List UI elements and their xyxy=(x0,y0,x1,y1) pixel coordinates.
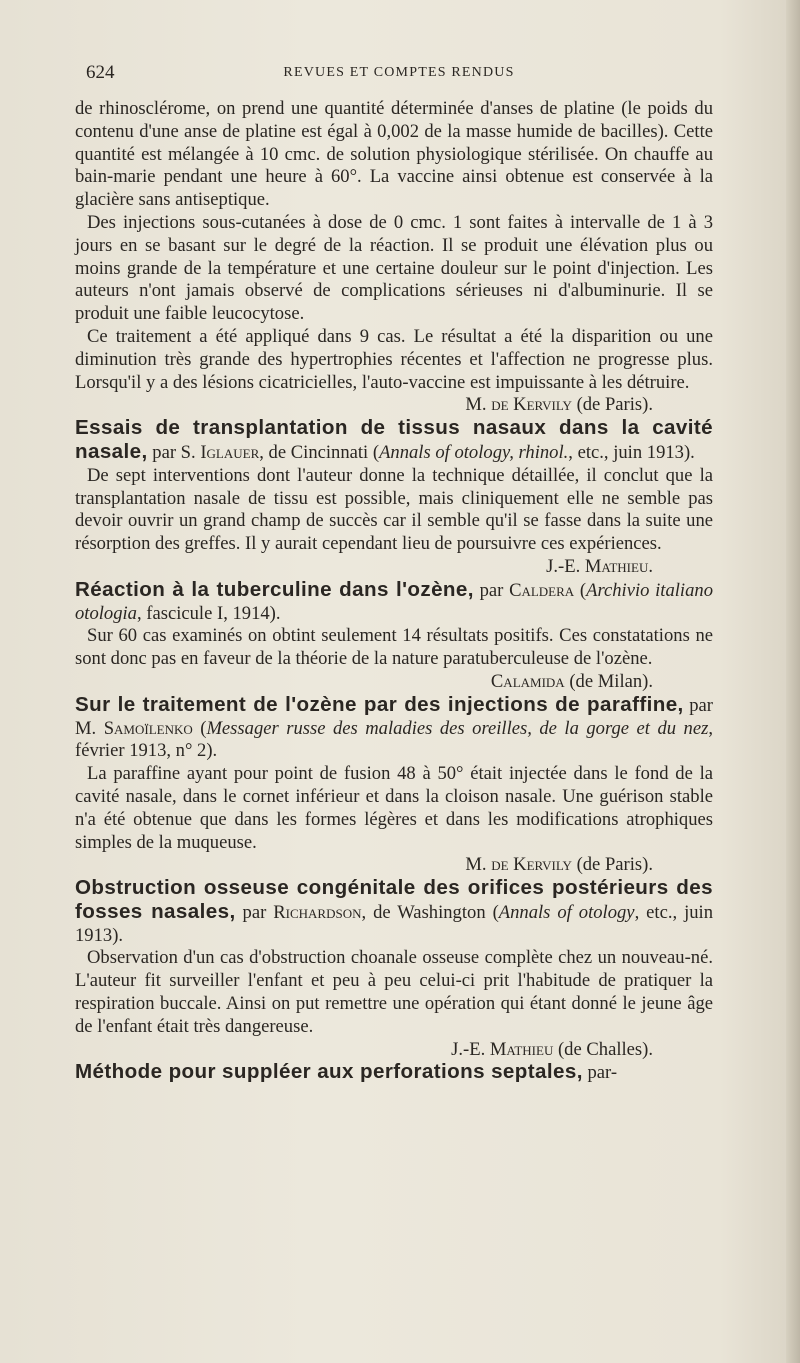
author: Iglauer xyxy=(200,441,260,463)
page-edge xyxy=(786,0,800,1363)
journal: Messager russe des maladies des oreilles, de la gorge et du nez xyxy=(206,717,709,739)
article-heading: Sur le traitement de l'ozène par des injections de paraffine, par M. Samoïlenko (Messager russe des maladies des oreilles, de la gorge et du nez, février 1913, n° 2). xyxy=(75,692,714,762)
author: Caldera xyxy=(509,579,575,601)
signature: J.-E. Mathieu (de Challes). xyxy=(451,1038,653,1060)
signature: M. de Kervily (de Paris). xyxy=(465,854,653,876)
article-heading: Méthode pour suppléer aux perforations septales, par- xyxy=(75,1060,618,1084)
article-title: Sur le traitement de l'ozène par des injections de paraffine, xyxy=(75,692,684,716)
journal: Annals of otology xyxy=(498,901,635,923)
running-title: REVUES ET COMPTES RENDUS xyxy=(283,65,515,80)
running-header xyxy=(86,62,712,86)
article-heading: Réaction à la tuberculine dans l'ozène, par Caldera (Archivio italiano otologia, fascicule I, 1914). xyxy=(75,577,713,624)
paragraph: Ce traitement a été appliqué dans 9 cas. Le résultat a été la disparition ou une diminution très grande des hypertrophies récentes et l'affection ne progresse plus. Lorsqu'il y a des lésions cicatricielles, l'auto-vaccine est impuissante à les détruire. xyxy=(75,325,713,393)
paragraph: Des injections sous-cutanées à dose de 0 cmc. 1 sont faites à intervalle de 1 à 3 jours en se basant sur le degré de la réaction. Il se produit une élévation plus ou moins grande de la température et une certaine douleur sur le point d'injection. Les auteurs n'ont jamais observé de complications sérieuses ni d'albuminurie. Il se produit une faible leucocytose. xyxy=(75,211,713,325)
journal: Annals of otology, rhinol. xyxy=(379,441,569,463)
page-body xyxy=(75,98,713,1085)
article-heading: Obstruction osseuse congénitale des orifices postérieurs des fosses nasales, par Richardson, de Washington (Annals of otology, etc., juin 1913). xyxy=(75,876,714,946)
article-title: Obstruction osseuse congénitale des orifices postérieurs des fosses nasales, xyxy=(75,876,713,923)
signature: M. de Kervily (de Paris). xyxy=(465,394,653,416)
article-title: Réaction à la tuberculine dans l'ozène, xyxy=(75,577,474,601)
author: Samoïlenko xyxy=(103,717,193,739)
paragraph: de rhinosclérome, on prend une quantité déterminée d'anses de platine (le poids du contenu d'une anse de platine est égal à 0,002 de la masse humide de bacilles). Cette quantité est mélangée à 10 cmc. de solution physiologique stérilisée. On chauffe au bain-marie pendant une heure à 60°. La vaccine ainsi obtenue est conservée à la glacière sans antiseptique. xyxy=(75,98,713,211)
paragraph: De sept interventions dont l'auteur donne la technique détaillée, il conclut que la transplantation nasale de tissu est possible, mais cliniquement elle ne semble pas devoir ouvrir un grand champ de succès car il semble qu'il se fasse dans la suite une résorption des greffes. Il y aurait cependant lieu de poursuivre ces expériences. xyxy=(75,464,713,555)
paragraph: La paraffine ayant pour point de fusion 48 à 50° était injectée dans le fond de la cavité nasale, dans le cornet inférieur et dans la cloison nasale. Une guérison stable n'a été obtenue que dans les formes légères et dans les modifications atrophiques simples de la muqueuse. xyxy=(75,763,713,853)
page-number: 624 xyxy=(86,62,115,83)
article-heading: Essais de transplantation de tissus nasaux dans la cavité nasale, par S. Iglauer, de Cincinnati (Annals of otology, rhinol., etc., juin 1913). xyxy=(75,416,713,463)
article-title: Essais de transplantation de tissus nasaux dans la cavité nasale, xyxy=(75,416,713,463)
journal: Archivio italiano otologia xyxy=(75,579,713,624)
author: Richardson xyxy=(273,901,362,923)
paragraph: Observation d'un cas d'obstruction choanale osseuse complète chez un nouveau-né. L'auteur fit surveiller l'enfant et peu à peu celui-ci prit l'habitude de pratiquer la respiration buccale. Ainsi on put remettre une opération qui étant donné le jeune âge de l'enfant était très dangereuse. xyxy=(75,947,713,1037)
article-title: Méthode pour suppléer aux perforations septales, xyxy=(75,1060,583,1084)
signature: J.-E. Mathieu. xyxy=(546,555,653,577)
paragraph: Sur 60 cas examinés on obtint seulement 14 résultats positifs. Ces constatations ne sont donc pas en faveur de la théorie de la nature paratuberculeuse de l'ozène. xyxy=(75,625,713,670)
signature: Calamida (de Milan). xyxy=(490,670,653,692)
